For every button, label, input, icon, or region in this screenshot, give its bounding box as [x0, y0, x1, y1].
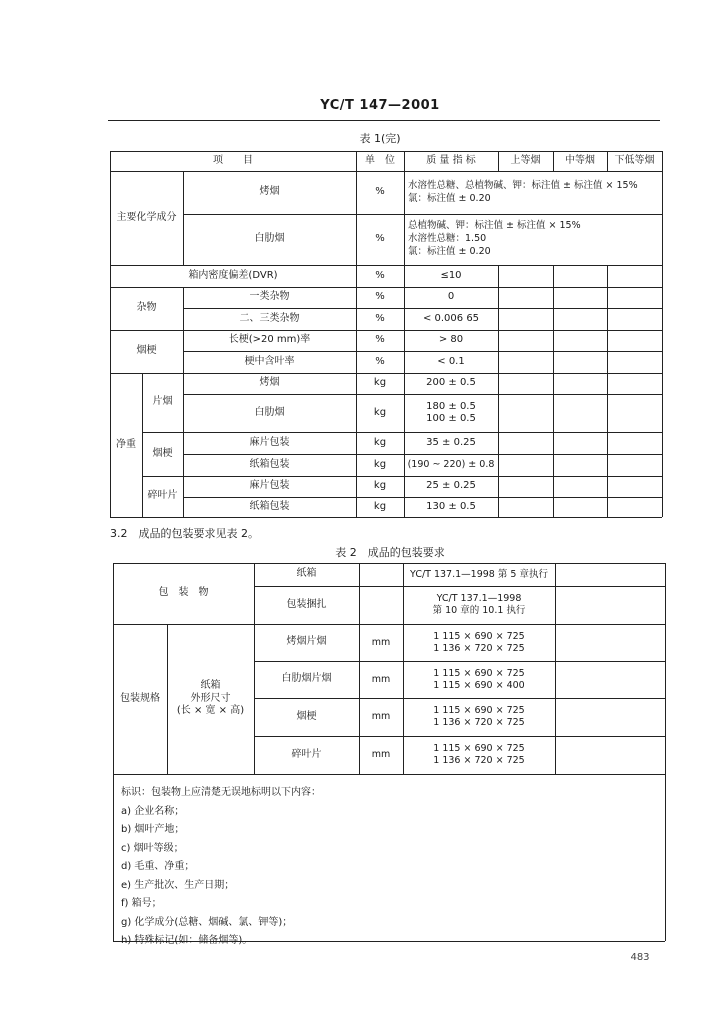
- t1-chem-group: 主要化学成分: [116, 211, 177, 223]
- t2-spec-sub: [167, 624, 254, 774]
- t2-marking-item: g) 化学成分(总糖、烟碱、氯、钾等)；: [121, 916, 293, 928]
- t1-header-grade3: 下低等烟: [614, 154, 655, 166]
- t2-spec-row-value: 1 115 × 690 × 725: [433, 630, 525, 642]
- t2-spec-sub-line: (长 × 宽 × 高): [176, 705, 245, 717]
- t1-net-stems-group: 烟梗: [152, 447, 173, 459]
- t2-carton-value: YC/T 137.1—1998 第 5 章执行: [410, 568, 548, 580]
- t1-net-strips-burley-unit: kg: [373, 406, 387, 418]
- t2-spec-row-values: [403, 624, 555, 661]
- t2-marking-intro: 标识：包装物上应清楚无误地标明以下内容：: [121, 787, 321, 798]
- t1-net-strips-flue-unit: kg: [373, 377, 387, 389]
- t2-strapping-values: [403, 586, 555, 624]
- t2-marking-item: c) 烟叶等级；: [121, 842, 184, 854]
- t1-net-strips-group: 片烟: [152, 396, 173, 408]
- t1-imp-class1-label: 一类杂物: [249, 291, 290, 303]
- t1-border-bottom: [110, 517, 662, 518]
- t2-spec-row-label: 烟梗: [296, 710, 317, 722]
- t1-net-stems-carton-label: 纸箱包装: [249, 458, 290, 470]
- t1-col-grade-b2: [553, 265, 554, 517]
- t2-spec-row-value: 1 136 × 720 × 725: [433, 642, 525, 654]
- t1-net-stems-carton-unit: kg: [373, 458, 387, 470]
- t1-net-strips-burley-label: 白肋烟: [254, 406, 285, 418]
- t1-imp-class23-label: 二、三类杂物: [239, 312, 300, 324]
- t1-net-stems-hemp-unit: kg: [373, 436, 387, 448]
- t2-border-right: [665, 563, 666, 941]
- t1-net-scraps-carton-unit: kg: [373, 500, 387, 512]
- t1-dvr-label: 箱内密度偏差(DVR): [188, 269, 278, 281]
- t2-spec-row-values: [403, 736, 555, 774]
- t1-imp-class23-value: < 0.006 65: [422, 312, 480, 324]
- t1-stem-leaf-value: < 0.1: [437, 355, 465, 367]
- t2-marking-item: f) 箱号；: [121, 898, 162, 909]
- t1-chem-flue-label: 烤烟: [259, 186, 280, 198]
- t2-spec-row-value: 1 115 × 690 × 725: [433, 743, 525, 755]
- t1-net-scraps-hemp-unit: kg: [373, 480, 387, 492]
- header-rule: [108, 120, 660, 121]
- t1-net-stems-hemp-value: 35 ± 0.25: [426, 436, 476, 448]
- t1-stem-length-value: > 80: [438, 334, 464, 346]
- t1-net-strips-flue-label: 烤烟: [259, 377, 280, 389]
- t1-net-strips-burley-values: [404, 394, 498, 432]
- t2-carton-label: 纸箱: [296, 568, 317, 580]
- table2-caption: 表 2 成品的包装要求: [335, 546, 445, 560]
- t2-spec-sub-line: 外形尺寸: [190, 692, 231, 704]
- t1-net-scraps-carton-value: 130 ± 0.5: [426, 500, 476, 512]
- t1-chem-burley-line: 水溶性总糖：1.50: [408, 233, 487, 245]
- t2-marking-item: d) 毛重、净重；: [121, 861, 195, 872]
- t1-chem-flue-line: 水溶性总糖、总植物碱、钾：标注值 ± 标注值 × 15%: [408, 180, 638, 192]
- t1-stem-group: 烟梗: [136, 345, 157, 357]
- t1-chem-flue-line: 氯：标注值 ± 0.20: [408, 193, 491, 204]
- t1-border-right: [662, 151, 663, 517]
- t2-marking-item: e) 生产批次、生产日期；: [121, 879, 235, 891]
- t1-col-grade-c2: [607, 265, 608, 517]
- t1-net-scraps-hemp-value: 25 ± 0.25: [426, 480, 476, 492]
- t1-imp-class23-unit: %: [375, 312, 385, 324]
- t2-spec-row-unit: mm: [371, 673, 391, 685]
- t1-net-scraps-carton-label: 纸箱包装: [249, 500, 290, 512]
- t1-chem-burley-values: [408, 216, 658, 263]
- t1-chem-flue-unit: %: [375, 186, 385, 198]
- t2-marking-item: h) 特殊标记(如：储备烟等)。: [121, 935, 253, 946]
- t1-stem-leaf-unit: %: [375, 355, 385, 367]
- t1-net-strips-burley-value: 180 ± 0.5: [426, 400, 476, 412]
- table1-caption: 表 1(完): [359, 132, 401, 146]
- t2-spec-row-value: 1 136 × 720 × 725: [433, 717, 525, 728]
- t1-chem-flue-values: [408, 175, 658, 211]
- t1-stem-length-label: 长梗(>20 mm)率: [228, 334, 311, 346]
- t2-spec-row-unit: mm: [371, 636, 391, 648]
- t2-spec-row-value: 1 115 × 690 × 725: [433, 705, 525, 717]
- t1-header-item: 项 目: [213, 154, 253, 166]
- t1-net-strips-flue-value: 200 ± 0.5: [426, 377, 476, 389]
- t1-net-stems-carton-value: (190 ~ 220) ± 0.8: [407, 459, 495, 471]
- t2-spec-row-label: 碎叶片: [291, 748, 322, 760]
- t1-chem-burley-label: 白肋烟: [254, 233, 285, 245]
- t2-spec-group: 包装规格: [120, 692, 160, 704]
- t2-marking-item: a) 企业名称；: [121, 805, 185, 817]
- t2-spec-row-unit: mm: [371, 711, 391, 723]
- t2-spec-row-value: 1 115 × 690 × 400: [433, 679, 525, 691]
- t1-imp-class1-unit: %: [375, 291, 385, 303]
- t2-col-value-right: [555, 563, 556, 774]
- t1-imp-class1-value: 0: [447, 291, 455, 303]
- section-3-2: 3.2 成品的包装要求见表 2。: [110, 526, 259, 540]
- t1-net-stems-hemp-label: 麻片包装: [249, 436, 290, 448]
- t1-dvr-unit: %: [375, 269, 385, 281]
- t2-strapping-line: YC/T 137.1—1998: [436, 593, 522, 605]
- t2-materials-group: 包 装 物: [158, 587, 209, 599]
- t1-dvr-value: ≤10: [440, 269, 462, 281]
- t1-header-grade2: 中等烟: [565, 154, 595, 166]
- t1-net-scraps-group: 碎叶片: [147, 490, 178, 502]
- t2-strapping-label: 包装捆扎: [286, 598, 327, 610]
- t2-spec-bottom: [113, 774, 665, 775]
- t2-spec-row-label: 烤烟片烟: [286, 636, 327, 648]
- t2-spec-row-unit: mm: [371, 749, 391, 761]
- t1-net-strips-burley-value: 100 ± 0.5: [426, 413, 476, 424]
- t2-spec-row-label: 白肋烟片烟: [281, 673, 332, 685]
- t1-net-scraps-hemp-label: 麻片包装: [249, 480, 290, 492]
- t2-spec-row-value: 1 115 × 690 × 725: [433, 667, 525, 679]
- page-number: 483: [630, 951, 650, 963]
- t1-header-indicator: 质 量 指 标: [426, 154, 476, 166]
- t2-marking: [121, 784, 651, 946]
- t1-imp-group: 杂物: [136, 302, 157, 314]
- t1-chem-burley-line: 总植物碱、钾：标注值 ± 标注值 × 15%: [408, 220, 581, 232]
- t1-stem-length-unit: %: [375, 334, 385, 346]
- t2-spec-row-values: [403, 698, 555, 736]
- t1-col-grade-a2: [498, 265, 499, 517]
- t1-net-group: 净重: [116, 438, 136, 450]
- t1-chem-burley-unit: %: [375, 233, 385, 245]
- t2-spec-sub-line: 纸箱: [200, 680, 221, 692]
- t1-chem-burley-line: 氯：标注值 ± 0.20: [408, 245, 491, 257]
- standard-code: YC/T 147—2001: [320, 97, 440, 113]
- t1-stem-leaf-label: 梗中含叶率: [244, 355, 295, 367]
- t1-header-grade1: 上等烟: [510, 154, 541, 166]
- t2-marking-item: b) 烟叶产地；: [121, 824, 185, 835]
- t1-header-unit: 单 位: [365, 154, 395, 166]
- t2-spec-row-value: 1 136 × 720 × 725: [433, 755, 525, 766]
- t2-spec-row-values: [403, 661, 555, 698]
- t2-strapping-line: 第 10 章的 10.1 执行: [432, 605, 526, 616]
